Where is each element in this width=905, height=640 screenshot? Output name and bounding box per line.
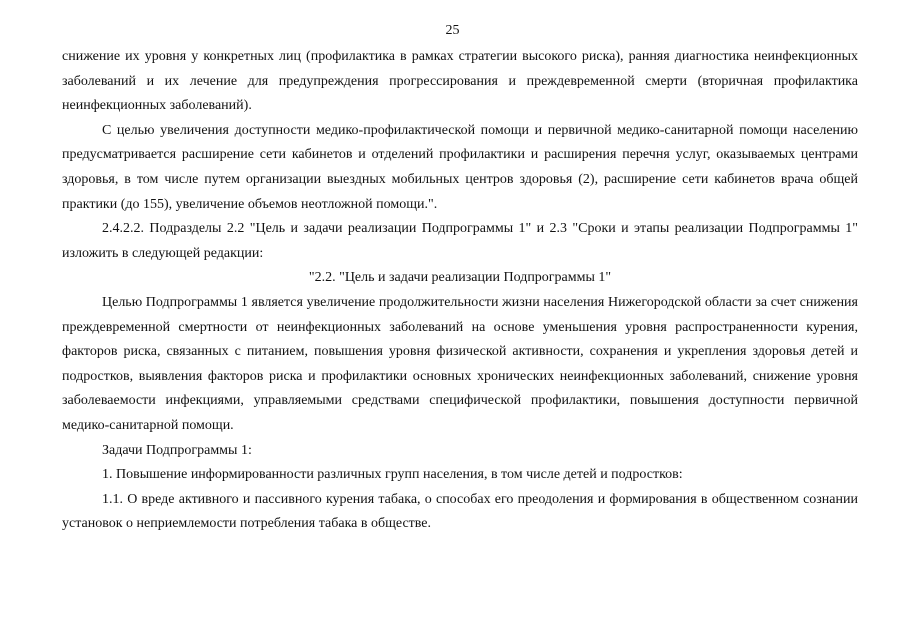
paragraph-goal: Целью Подпрограммы 1 является увеличение продолжительности жизни населения Нижегородской области за счет снижения преждевременной смертности от неинфекционных заболеваний на основе уменьшения уровня распространенности курения, факторов риска, связанных с питанием, повышения уровня физической активности, сохранения и укрепления здоровья детей и подростков, выявления факторов риска и профилактики основных хронических неинфекционных заболеваний, снижение уровня заболеваемости инфекциями, управляемыми средствами специфической профилактики, повышения доступности первичной медико-санитарной помощи.: [62, 294, 858, 433]
paragraph-continuation: снижение их уровня у конкретных лиц (профилактика в рамках стратегии высокого риска), ранняя диагностика неинфекционных заболеваний и их лечение для предупреждения прогрессирования и преждевременной смерти (вторичная профилактика неинфекционных заболеваний).: [62, 49, 858, 114]
document-body: [62, 45, 858, 537]
paragraph-accessibility: С целью увеличения доступности медико-профилактической помощи и первичной медико-санитарной помощи населению предусматривается расширение сети кабинетов и отделений профилактики и расширения перечня услуг, оказываемых центрами здоровья, в том числе путем организации выездных мобильных центров здоровья (2), расширение сети кабинетов врача общей практики (до 155), увеличение объемов неотложной помощи.".: [62, 122, 858, 212]
list-item-1-1: 1.1. О вреде активного и пассивного курения табака, о способах его преодоления и формирования в общественном сознании установок о неприемлемости потребления табака в обществе.: [62, 491, 858, 532]
section-heading: "2.2. "Цель и задачи реализации Подпрограммы 1": [308, 270, 612, 286]
page-number: 25: [445, 23, 460, 38]
paragraph-tasks-heading: Задачи Подпрограммы 1:: [102, 442, 252, 458]
list-item-1: 1. Повышение информированности различных групп населения, в том числе детей и подростков:: [102, 467, 683, 483]
paragraph-amendment: 2.4.2.2. Подразделы 2.2 "Цель и задачи реализации Подпрограммы 1" и 2.3 "Сроки и этапы реализации Подпрограммы 1" изложить в следующей редакции:: [62, 221, 858, 261]
